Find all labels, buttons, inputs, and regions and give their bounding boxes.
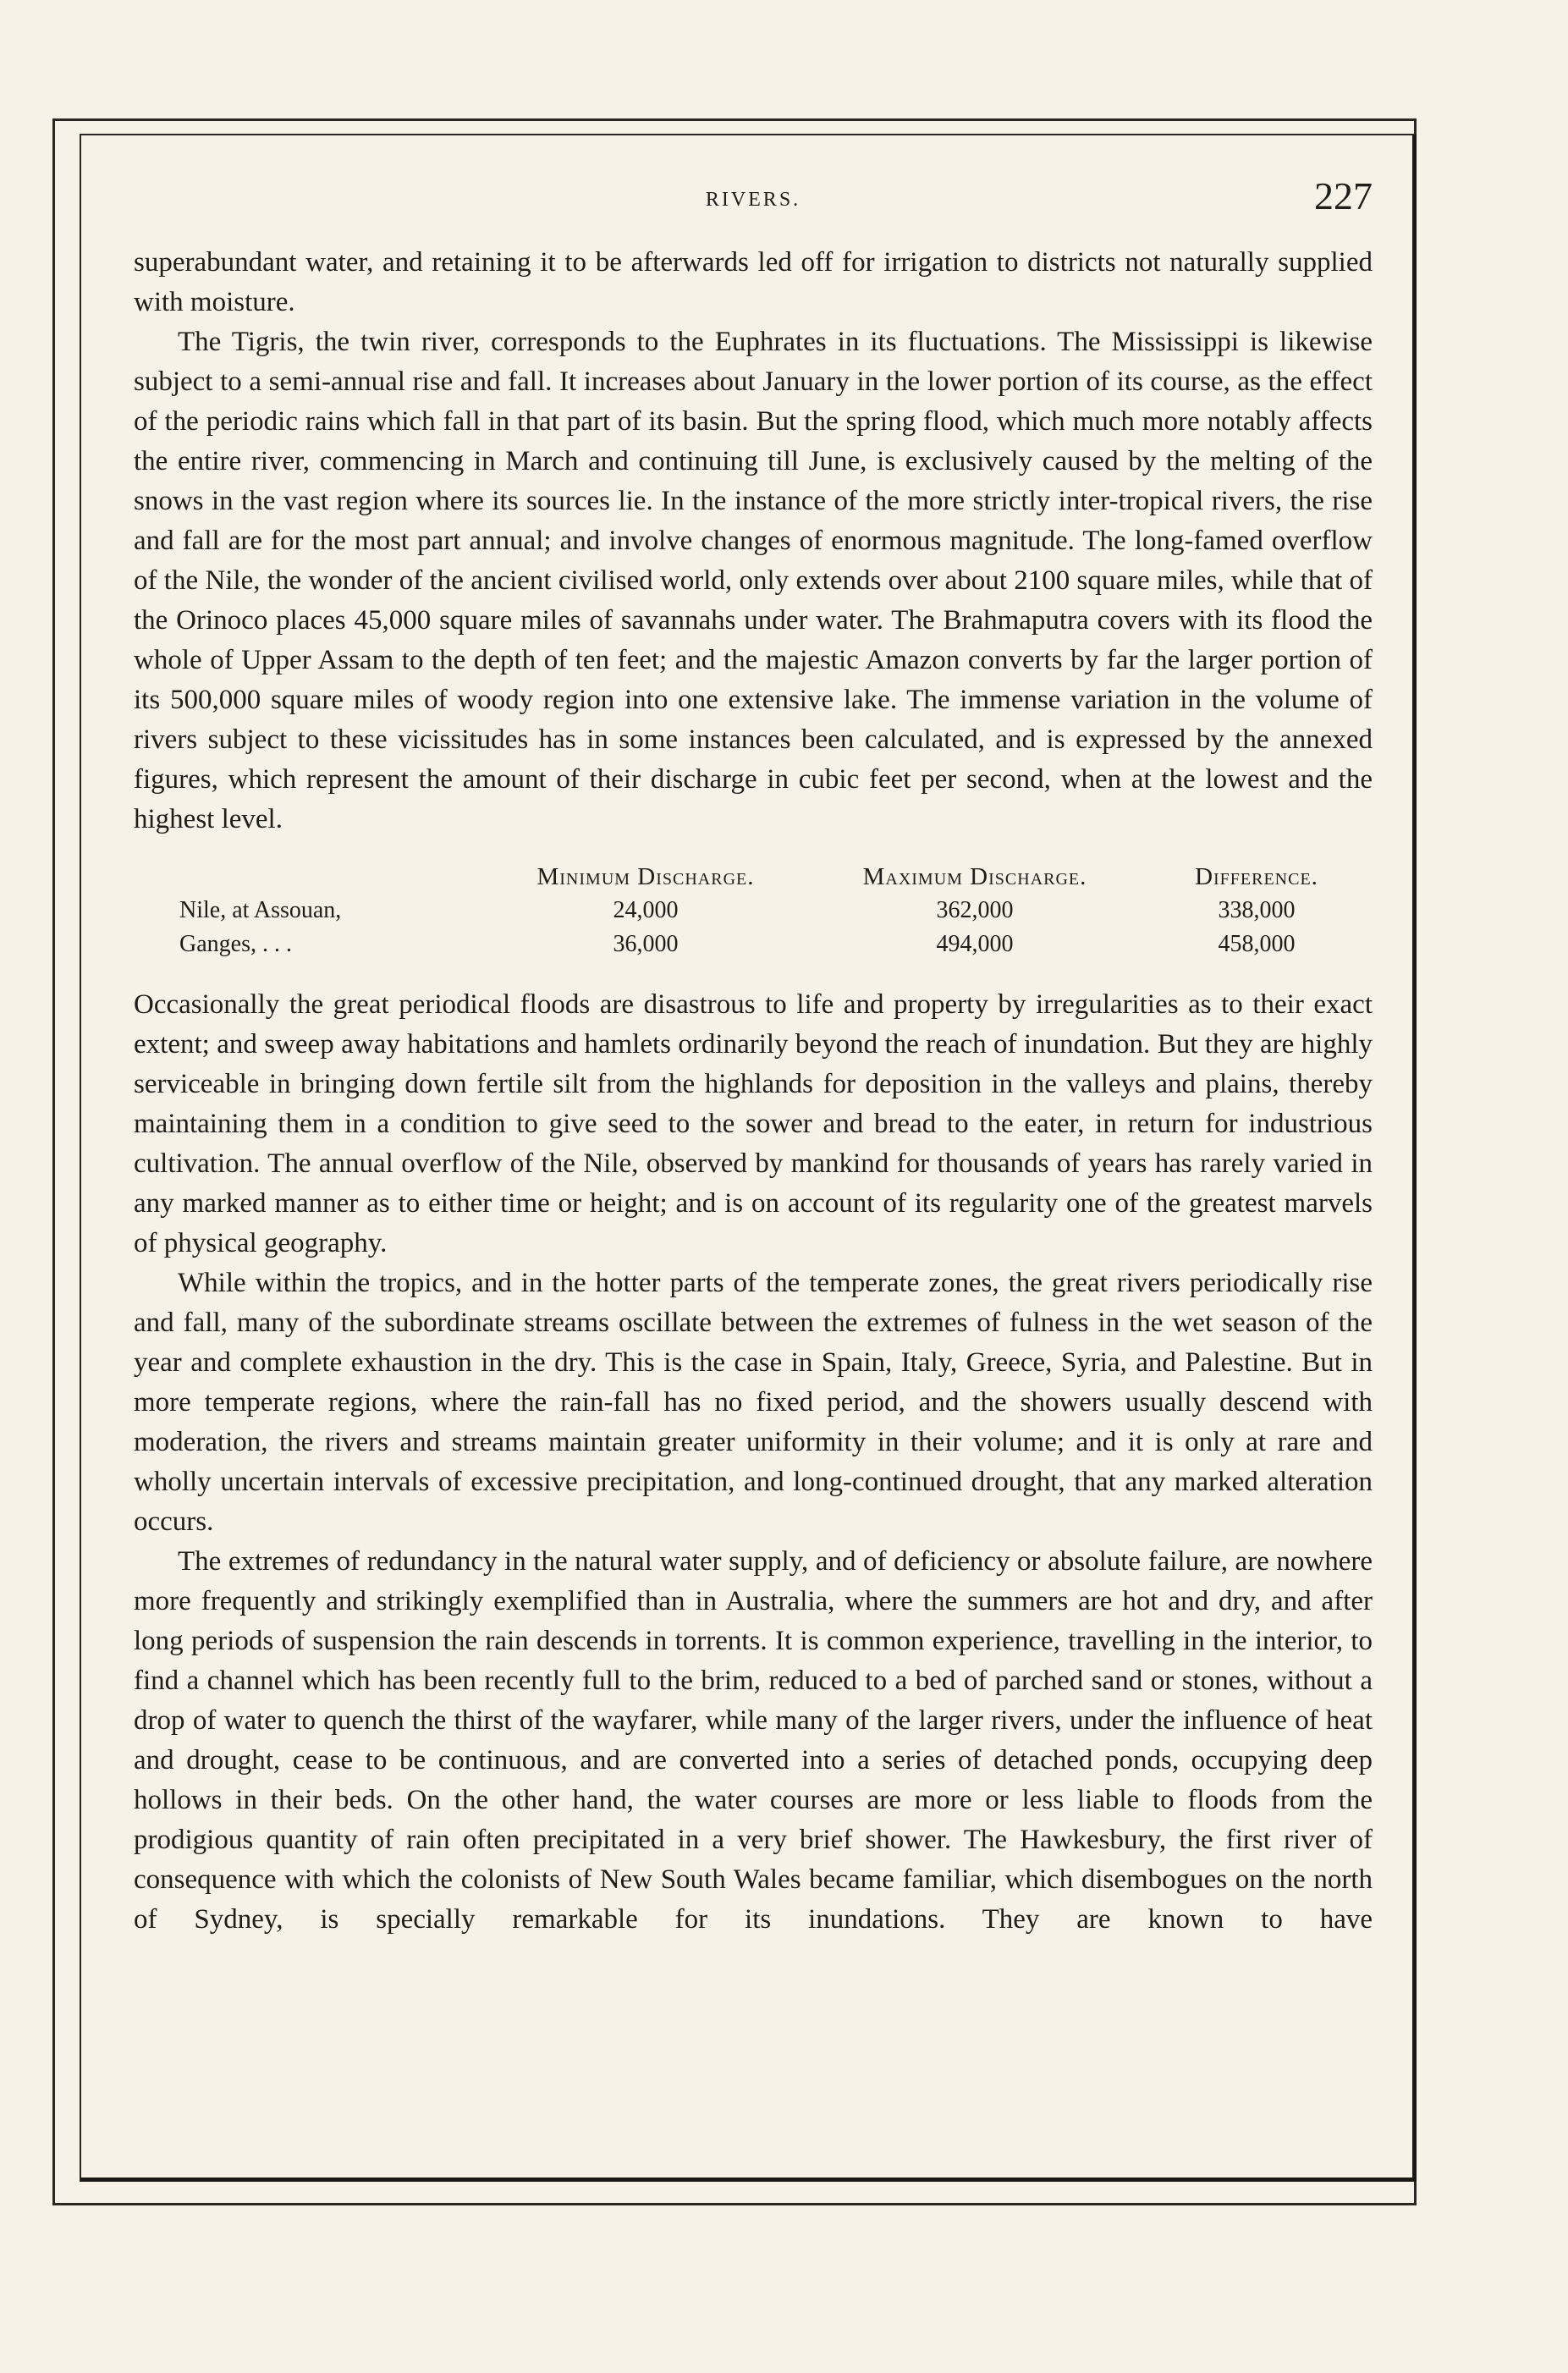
page-number: 227 <box>1314 174 1373 217</box>
running-head-title: RIVERS. <box>705 189 801 211</box>
row-diff: 458,000 <box>1218 931 1296 957</box>
row-min: 36,000 <box>613 931 679 957</box>
running-head <box>134 173 1373 224</box>
row-max: 362,000 <box>936 897 1014 923</box>
row-max: 494,000 <box>936 931 1014 957</box>
paragraph-2: The Tigris, the twin river, corresponds to the Euphrates in its fluctuations. The Mississippi is likewise subject to a semi-annual rise and fall. It increases about January in the lower portion of its course, as the effect of the periodic rains which fall in that part of its basin. But the spring flood, which much more notably affects the entire river, commencing in March and continuing till June, is exclusively caused by the melting of the snows in the vast region where its sources lie. In the instance of the more strictly inter-tropical rivers, the rise and fall are for the most part annual; and involve changes of enormous magnitude. The long-famed overflow of the Nile, the wonder of the ancient civilised world, only extends over about 2100 square miles, while that of the Orinoco places 45,000 square miles of savannahs under water. The Brahmaputra covers with its flood the whole of Upper Assam to the depth of ten feet; and the majestic Amazon converts by far the larger portion of its 500,000 square miles of woody region into one extensive lake. The immense variation in the volume of rivers subject to these vicissitudes has in some instances been calculated, and is expressed by the annexed figures, which represent the amount of their discharge in cubic feet per second, when at the lowest and the highest level. <box>134 327 1373 834</box>
paragraph-1: superabundant water, and retaining it to be afterwards led off for irrigation to districts not naturally supplied with moisture. <box>134 247 1373 317</box>
header-difference: Difference. <box>1195 863 1318 890</box>
paragraph-3: Occasionally the great periodical floods are disastrous to life and property by irregularities as to their exact extent; and sweep away habitations and hamlets ordinarily beyond the reach of inundation. But they are highly serviceable in bringing down fertile silt from the highlands for deposition in the valleys and plains, thereby maintaining them in a condition to give seed to the sower and bread to the eater, in return for industrious cultivation. The annual overflow of the Nile, observed by mankind for thousands of years has rarely varied in any marked manner as to either time or height; and is on account of its regularity one of the greatest marvels of physical geography. <box>134 989 1373 1258</box>
table-header-row <box>134 860 1373 894</box>
row-min: 24,000 <box>613 897 679 923</box>
page-content <box>134 173 1373 1940</box>
table-row <box>134 928 1373 961</box>
header-minimum-discharge: Minimum Discharge. <box>536 863 755 890</box>
row-diff: 338,000 <box>1218 897 1296 923</box>
header-maximum-discharge: Maximum Discharge. <box>862 863 1087 890</box>
paragraph-5: The extremes of redundancy in the natural water supply, and of deficiency or absolute failure, are nowhere more frequently and strikingly exemplified than in Australia, where the summers are hot and dry, and after long periods of suspension the rain descends in torrents. It is common experience, travelling in the interior, to find a channel which has been recently full to the brim, reduced to a bed of parched sand or stones, without a drop of water to quench the thirst of the wayfarer, while many of the larger rivers, under the influence of heat and drought, cease to be continuous, and are converted into a series of detached ponds, occupying deep hollows in their beds. On the other hand, the water courses are more or less liable to floods from the prodigious quantity of rain often precipitated in a very brief shower. The Hawkesbury, the first river of consequence with which the colonists of New South Wales became familiar, which disembogues on the north of Sydney, is specially remarkable for its inundations. They are known to have <box>134 1546 1373 1935</box>
table-row <box>134 894 1373 928</box>
paragraph-4: While within the tropics, and in the hotter parts of the temperate zones, the great rivers periodically rise and fall, many of the subordinate streams oscillate between the extremes of fulness in the wet season of the year and complete exhaustion in the dry. This is the case in Spain, Italy, Greece, Syria, and Palestine. But in more temperate regions, where the rain-fall has no fixed period, and the showers usually descend with moderation, the rivers and streams maintain greater uniformity in their volume; and it is only at rare and wholly uncertain intervals of excessive precipitation, and long-continued drought, that any marked alteration occurs. <box>134 1268 1373 1537</box>
discharge-table <box>134 860 1373 961</box>
row-label: Ganges, . . . <box>179 931 292 957</box>
row-label: Nile, at Assouan, <box>179 897 342 923</box>
